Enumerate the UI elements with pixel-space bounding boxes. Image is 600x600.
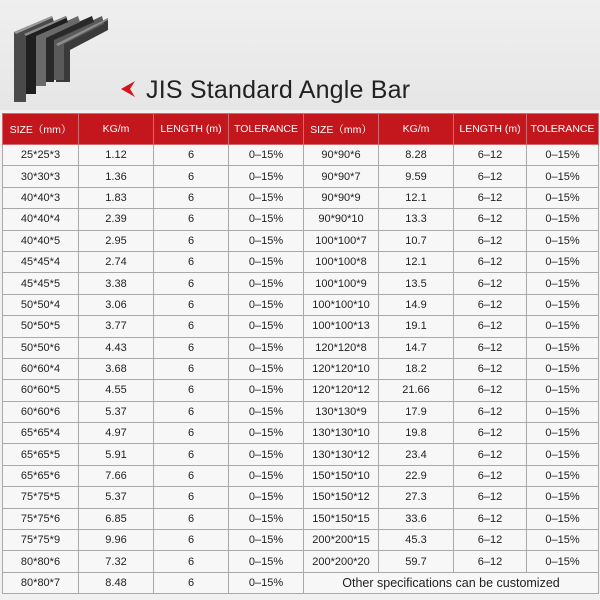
table-cell: 0–15%	[527, 487, 599, 508]
table-cell: 6	[154, 337, 229, 358]
table-cell: 100*100*7	[304, 230, 379, 251]
angle-bar-bundle	[14, 16, 108, 102]
table-cell: 200*200*15	[304, 530, 379, 551]
table-cell: 5.91	[79, 444, 154, 465]
header-row	[3, 114, 599, 145]
table-cell: 6	[154, 251, 229, 272]
steel-angle-bars-image	[8, 10, 110, 106]
table-cell: 6–12	[454, 423, 527, 444]
table-cell: 6–12	[454, 316, 527, 337]
column-header: LENGTH (m)	[154, 114, 229, 145]
table-cell: 0–15%	[527, 145, 599, 166]
table-cell: 10.7	[379, 230, 454, 251]
table-cell: 0–15%	[229, 444, 304, 465]
table-cell: 9.59	[379, 166, 454, 187]
red-arrow-icon	[121, 81, 135, 97]
table-row	[3, 230, 599, 251]
table-cell: 22.9	[379, 465, 454, 486]
table-row	[3, 508, 599, 529]
table-cell: 0–15%	[229, 187, 304, 208]
table-cell: 60*60*5	[3, 380, 79, 401]
table-cell: 6–12	[454, 465, 527, 486]
table-cell: 150*150*10	[304, 465, 379, 486]
table-cell: 6–12	[454, 209, 527, 230]
table-cell: 6–12	[454, 294, 527, 315]
table-cell: 6.85	[79, 508, 154, 529]
table-cell: 50*50*5	[3, 316, 79, 337]
table-cell: 0–15%	[527, 358, 599, 379]
table-cell: 6–12	[454, 380, 527, 401]
table-cell: 0–15%	[229, 316, 304, 337]
table-cell: 4.55	[79, 380, 154, 401]
table-cell: 0–15%	[527, 273, 599, 294]
table-row	[3, 487, 599, 508]
table-cell: 0–15%	[229, 337, 304, 358]
table-row	[3, 551, 599, 572]
table-cell: 19.1	[379, 316, 454, 337]
table-cell: 65*65*5	[3, 444, 79, 465]
table-cell: 50*50*6	[3, 337, 79, 358]
table-cell: 130*130*10	[304, 423, 379, 444]
table-cell: 0–15%	[229, 358, 304, 379]
table-cell: 12.1	[379, 187, 454, 208]
table-row	[3, 209, 599, 230]
table-cell: 2.74	[79, 251, 154, 272]
table-cell: 33.6	[379, 508, 454, 529]
table-body	[3, 145, 599, 594]
table-cell: 13.5	[379, 273, 454, 294]
table-cell: 45.3	[379, 530, 454, 551]
table-cell: 6–12	[454, 444, 527, 465]
table-cell: 100*100*13	[304, 316, 379, 337]
table-cell: 60*60*6	[3, 401, 79, 422]
table-cell: 0–15%	[527, 230, 599, 251]
table-cell: 40*40*3	[3, 187, 79, 208]
table-row	[3, 273, 599, 294]
column-header: LENGTH (m)	[454, 114, 527, 145]
table-row	[3, 444, 599, 465]
table-cell: 0–15%	[229, 294, 304, 315]
table-cell: 0–15%	[527, 251, 599, 272]
table-cell: 1.12	[79, 145, 154, 166]
table-cell: 150*150*12	[304, 487, 379, 508]
table-cell: 6	[154, 444, 229, 465]
table-cell: 120*120*12	[304, 380, 379, 401]
table-cell: 27.3	[379, 487, 454, 508]
table-cell: 0–15%	[229, 572, 304, 593]
table-cell: 6	[154, 551, 229, 572]
table-cell: 6–12	[454, 273, 527, 294]
table-cell: 6	[154, 294, 229, 315]
table-cell: 59.7	[379, 551, 454, 572]
table-cell: 6	[154, 465, 229, 486]
page-title: JIS Standard Angle Bar	[146, 76, 411, 104]
table-cell: 0–15%	[229, 251, 304, 272]
table-row	[3, 572, 599, 593]
table-cell: 6	[154, 145, 229, 166]
table-cell: 2.39	[79, 209, 154, 230]
table-cell: 0–15%	[527, 508, 599, 529]
table-cell: 5.37	[79, 401, 154, 422]
table-cell: 80*80*7	[3, 572, 79, 593]
table-cell: 0–15%	[229, 209, 304, 230]
table-cell: 0–15%	[229, 551, 304, 572]
table-row	[3, 337, 599, 358]
table-cell: 200*200*20	[304, 551, 379, 572]
table-cell: 6–12	[454, 337, 527, 358]
column-header: KG/m	[79, 114, 154, 145]
table-cell: 100*100*9	[304, 273, 379, 294]
table-cell: 12.1	[379, 251, 454, 272]
table-cell: 6–12	[454, 145, 527, 166]
table-cell: 6	[154, 401, 229, 422]
table-cell: 6	[154, 230, 229, 251]
table-row	[3, 166, 599, 187]
table-cell: 4.43	[79, 337, 154, 358]
table-cell: 100*100*8	[304, 251, 379, 272]
table-cell: 60*60*4	[3, 358, 79, 379]
table-cell: 23.4	[379, 444, 454, 465]
table-cell: 6	[154, 166, 229, 187]
table-cell: 6–12	[454, 401, 527, 422]
table-cell: 3.77	[79, 316, 154, 337]
table-row	[3, 358, 599, 379]
table-cell: 75*75*6	[3, 508, 79, 529]
table-cell: 6–12	[454, 551, 527, 572]
table-cell: 0–15%	[527, 187, 599, 208]
table-cell: 6	[154, 380, 229, 401]
table-cell: 120*120*8	[304, 337, 379, 358]
table-row	[3, 251, 599, 272]
table-cell: 0–15%	[527, 316, 599, 337]
table-row	[3, 145, 599, 166]
table-cell: 6	[154, 423, 229, 444]
table-cell: 6	[154, 273, 229, 294]
table-cell: 6–12	[454, 166, 527, 187]
table-cell: 75*75*9	[3, 530, 79, 551]
column-header: SIZE（mm）	[304, 114, 379, 145]
table-cell: 80*80*6	[3, 551, 79, 572]
table-cell: 90*90*10	[304, 209, 379, 230]
table-cell: 21.66	[379, 380, 454, 401]
table-cell: 40*40*4	[3, 209, 79, 230]
table-cell: 6–12	[454, 187, 527, 208]
table-cell: 6	[154, 572, 229, 593]
table-cell: 1.83	[79, 187, 154, 208]
table-cell: 0–15%	[527, 294, 599, 315]
column-header: TOLERANCE	[229, 114, 304, 145]
column-header: KG/m	[379, 114, 454, 145]
angle-bar-spec-table	[2, 113, 599, 594]
table-cell: 130*130*9	[304, 401, 379, 422]
table-cell: 0–15%	[229, 530, 304, 551]
table-cell: 0–15%	[229, 273, 304, 294]
table-cell: 0–15%	[527, 465, 599, 486]
table-cell: 25*25*3	[3, 145, 79, 166]
table-cell: 3.68	[79, 358, 154, 379]
table-cell: 6	[154, 487, 229, 508]
customization-note: Other specifications can be customized	[304, 572, 599, 593]
table-cell: 100*100*10	[304, 294, 379, 315]
table-cell: 0–15%	[527, 337, 599, 358]
table-cell: 6	[154, 209, 229, 230]
table-cell: 1.36	[79, 166, 154, 187]
table-cell: 17.9	[379, 401, 454, 422]
table-cell: 2.95	[79, 230, 154, 251]
table-cell: 120*120*10	[304, 358, 379, 379]
table-cell: 8.28	[379, 145, 454, 166]
table-cell: 13.3	[379, 209, 454, 230]
table-cell: 5.37	[79, 487, 154, 508]
table-cell: 45*45*5	[3, 273, 79, 294]
table-row	[3, 423, 599, 444]
table-cell: 6–12	[454, 508, 527, 529]
table-cell: 4.97	[79, 423, 154, 444]
table-cell: 6	[154, 508, 229, 529]
table-cell: 150*150*15	[304, 508, 379, 529]
table-cell: 45*45*4	[3, 251, 79, 272]
table-cell: 0–15%	[527, 423, 599, 444]
column-header: TOLERANCE	[527, 114, 599, 145]
table-cell: 3.06	[79, 294, 154, 315]
table-cell: 7.66	[79, 465, 154, 486]
table-cell: 6	[154, 358, 229, 379]
table-cell: 3.38	[79, 273, 154, 294]
table-cell: 40*40*5	[3, 230, 79, 251]
header	[0, 0, 600, 110]
table-cell: 7.32	[79, 551, 154, 572]
table-cell: 0–15%	[527, 551, 599, 572]
table-cell: 6–12	[454, 487, 527, 508]
table-cell: 0–15%	[229, 423, 304, 444]
table-cell: 6–12	[454, 251, 527, 272]
table-cell: 6	[154, 530, 229, 551]
table-cell: 65*65*6	[3, 465, 79, 486]
table-cell: 130*130*12	[304, 444, 379, 465]
table-cell: 0–15%	[527, 380, 599, 401]
table-cell: 6	[154, 316, 229, 337]
table-cell: 6	[154, 187, 229, 208]
table-cell: 6–12	[454, 530, 527, 551]
table-cell: 19.8	[379, 423, 454, 444]
table-cell: 14.9	[379, 294, 454, 315]
table-cell: 18.2	[379, 358, 454, 379]
table-cell: 6–12	[454, 358, 527, 379]
table-cell: 0–15%	[229, 487, 304, 508]
table-cell: 90*90*7	[304, 166, 379, 187]
table-cell: 0–15%	[527, 401, 599, 422]
table-row	[3, 465, 599, 486]
table-row	[3, 316, 599, 337]
table-header	[3, 114, 599, 145]
table-cell: 0–15%	[229, 230, 304, 251]
table-cell: 0–15%	[527, 209, 599, 230]
table-cell: 50*50*4	[3, 294, 79, 315]
table-cell: 0–15%	[229, 401, 304, 422]
table-row	[3, 530, 599, 551]
table-row	[3, 294, 599, 315]
table-cell: 0–15%	[229, 166, 304, 187]
table-cell: 0–15%	[527, 444, 599, 465]
table-cell: 30*30*3	[3, 166, 79, 187]
table-cell: 0–15%	[229, 465, 304, 486]
table-cell: 9.96	[79, 530, 154, 551]
table-cell: 8.48	[79, 572, 154, 593]
table-cell: 0–15%	[229, 380, 304, 401]
table-cell: 90*90*6	[304, 145, 379, 166]
table-cell: 0–15%	[527, 166, 599, 187]
table-row	[3, 187, 599, 208]
table-cell: 0–15%	[229, 145, 304, 166]
table-cell: 0–15%	[527, 530, 599, 551]
table-row	[3, 401, 599, 422]
table-cell: 6–12	[454, 230, 527, 251]
table-cell: 65*65*4	[3, 423, 79, 444]
table-cell: 90*90*9	[304, 187, 379, 208]
table-cell: 0–15%	[229, 508, 304, 529]
table-cell: 14.7	[379, 337, 454, 358]
column-header: SIZE（mm）	[3, 114, 79, 145]
table-cell: 75*75*5	[3, 487, 79, 508]
table-row	[3, 380, 599, 401]
